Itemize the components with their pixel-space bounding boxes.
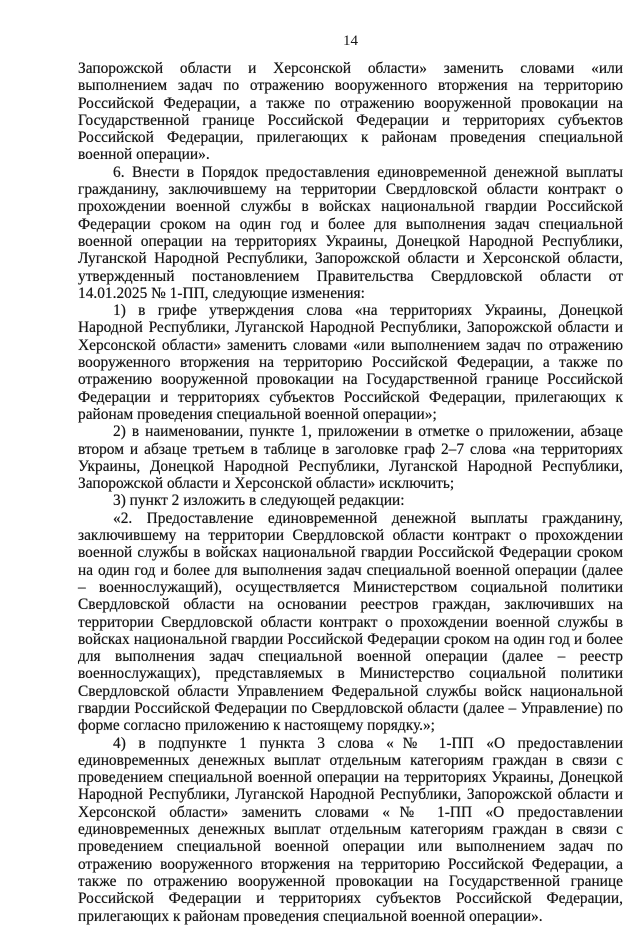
- paragraph-quoted-point-2: «2. Предоставление единовременной денежной выплаты гражданину, заключившему на территории Свердловской области контракт о прохождении военной службы в войсках национальной гвардии Российской Федерации сроком на один год и более для выполнения задач специальной военной операции (далее – военнослужащий), осуществляется Министерством социальной политики Свердловской области на основании реестров граждан, заключивших на территории Свердловской области контракт о прохождении военной службы в войсках национальной гвардии Российской Федерации сроком на один год и более для выполнения задач специальной военной операции (далее – реестр военнослужащих), представляемых в Министерство социальной политики Свердловской области Управлением Федеральной службы войск национальной гвардии Российской Федерации по Свердловской области (далее – Управление) по форме согласно приложению к настоящему порядку.»;: [78, 509, 623, 735]
- paragraph: Запорожской области и Херсонской области» заменить словами «или выполнением задач по отражению вооруженного вторжения на территорию Российской Федерации, а также по отражению вооруженной провокации на Государственной границе Российской Федерации и территориях субъектов Российской Федерации, прилегающих к районам проведения специальной военной операции».: [78, 60, 623, 164]
- page-number: 14: [343, 33, 358, 49]
- paragraph-subitem-2: 2) в наименовании, пункте 1, приложении в отметке о приложении, абзаце втором и абзаце третьем в таблице в заголовке граф 2–7 слова «на территориях Украины, Донецкой Народной Республики, Луганской Народной Республики, Запорожской области и Херсонской области» исключить;: [78, 423, 623, 493]
- paragraph-subitem-4: 4) в подпункте 1 пункта 3 слова «№ 1-ПП «О предоставлении единовременных денежных выплат отдельным категориям граждан в связи с проведением специальной военной операции на территориях Украины, Донецкой Народной Республики, Луганской Народной Республики, Запорожской области и Херсонской области» заменить словами «№ 1-ПП «О предоставлении единовременных денежных выплат отдельным категориям граждан в связи с проведением специальной военной операции или выполнением задач по отражению вооруженного вторжения на территорию Российской Федерации, а также по отражению вооруженной провокации на Государственной границе Российской Федерации и территориях субъектов Российской Федерации, прилегающих к районам проведения специальной военной операции».: [78, 734, 623, 925]
- paragraph-subitem-1: 1) в грифе утверждения слова «на территориях Украины, Донецкой Народной Республики, Луганской Народной Республики, Запорожской области и Херсонской области» заменить словами «или выполнением задач по отражению вооруженного вторжения на территорию Российской Федерации, а также по отражению вооруженной провокации на Государственной границе Российской Федерации и территориях субъектов Российской Федерации, прилегающих к районам проведения специальной военной операции»;: [78, 302, 623, 423]
- paragraph-subitem-3: 3) пункт 2 изложить в следующей редакции:: [113, 492, 405, 510]
- paragraph-item-6: 6. Внести в Порядок предоставления единовременной денежной выплаты гражданину, заключившему на территории Свердловской области контракт о прохождении военной службы в войсках национальной гвардии Российской Федерации сроком на один год и более для выполнения задач специальной военной операции на территориях Украины, Донецкой Народной Республики, Луганской Народной Республики, Запорожской области и Херсонской области, утвержденный постановлением Правительства Свердловской области от 14.01.2025 № 1-ПП, следующие изменения:: [78, 163, 623, 302]
